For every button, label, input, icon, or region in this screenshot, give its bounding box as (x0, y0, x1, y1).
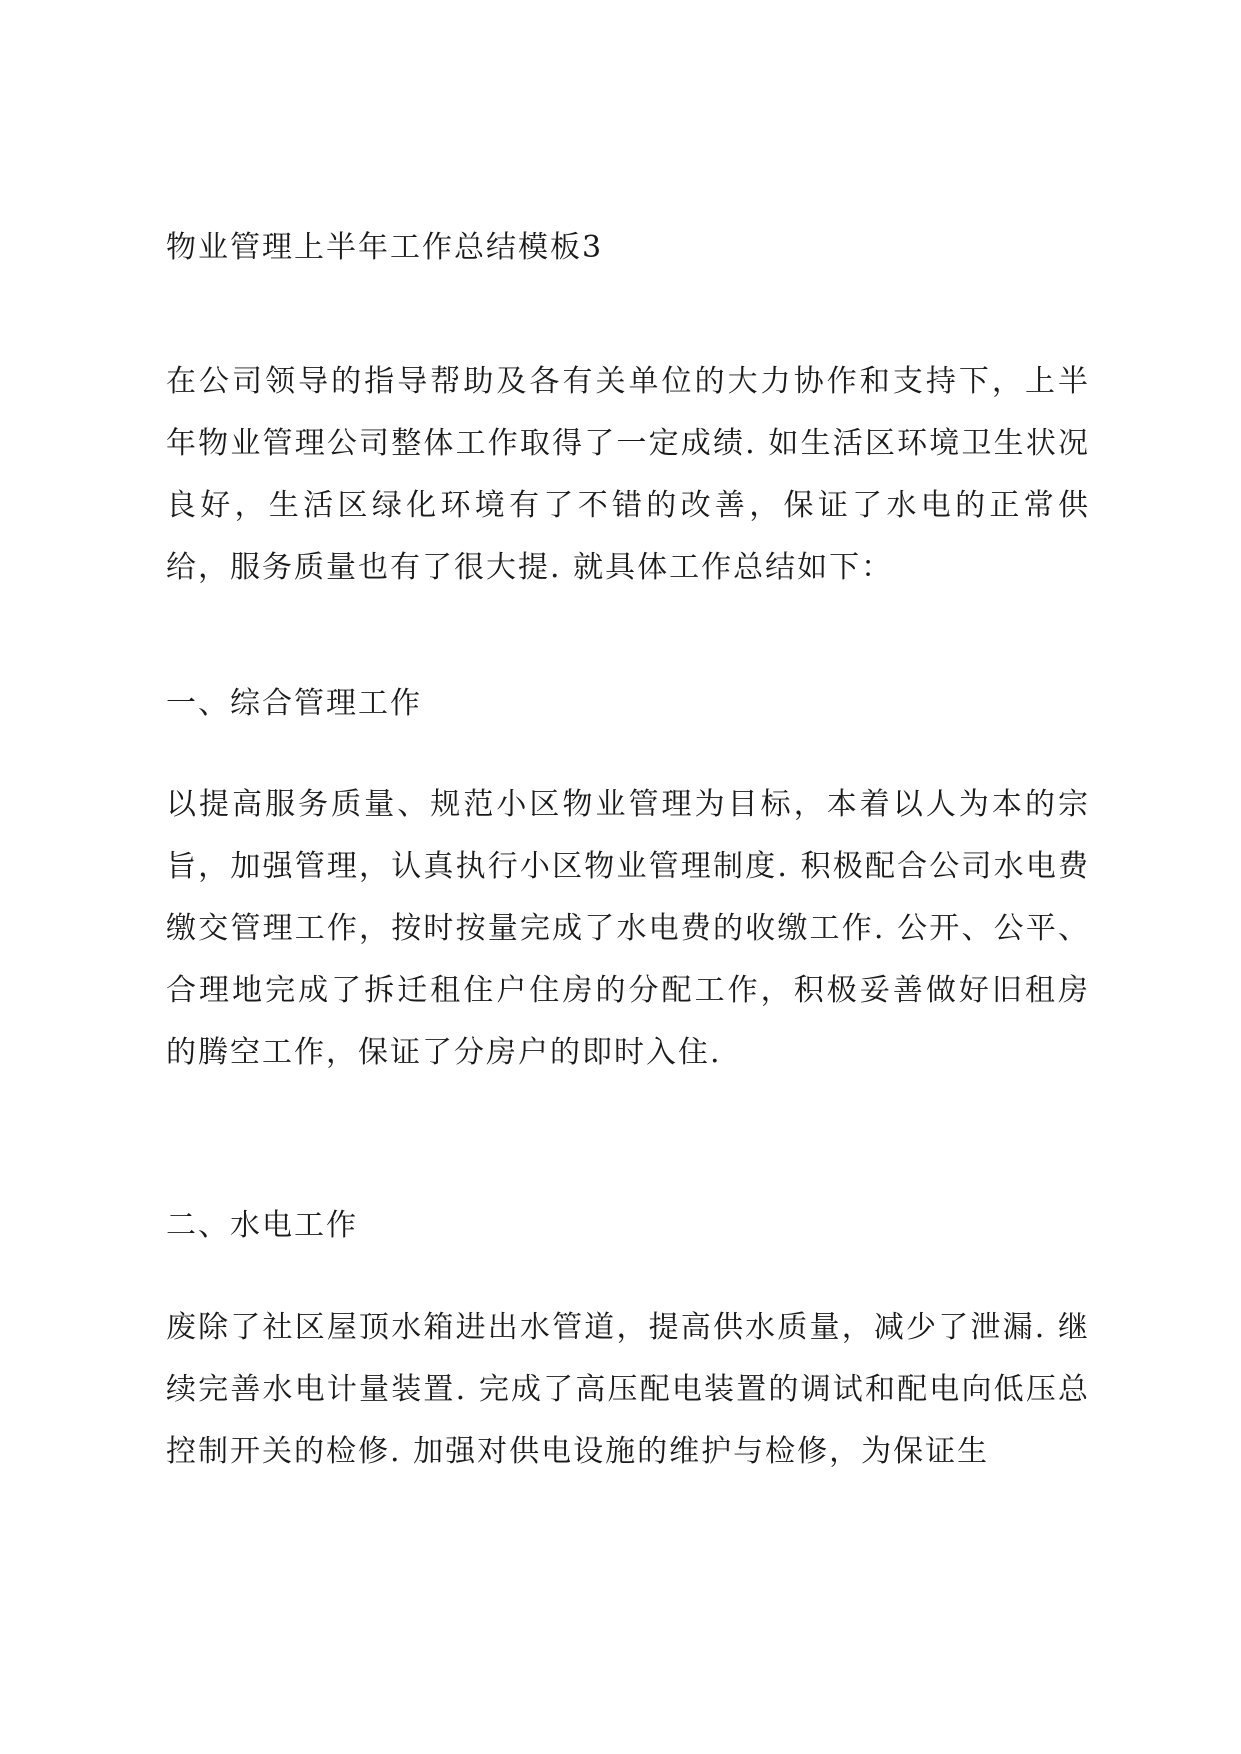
document-title: 物业管理上半年工作总结模板3 (166, 230, 604, 265)
section-heading-general-management: 一、综合管理工作 (166, 686, 422, 721)
intro-paragraph: 在公司领导的指导帮助及各有关单位的大力协作和支持下，上半年物业管理公司整体工作取得了一定成绩. 如生活区环境卫生状况良好，生活区绿化环境有了不错的改善，保证了水电的正常供给，服务质量也有了很大提. 就具体工作总结如下： (166, 364, 1090, 585)
section-heading-water-electricity: 二、水电工作 (166, 1208, 358, 1243)
section-body-general-management: 以提高服务质量、规范小区物业管理为目标，本着以人为本的宗旨，加强管理，认真执行小区物业管理制度. 积极配合公司水电费缴交管理工作，按时按量完成了水电费的收缴工作. 公开、公平、合理地完成了拆迁租住户住房的分配工作，积极妥善做好旧租房的腾空工作，保证了分房户的即时入住. (166, 787, 1090, 1070)
section-body-water-electricity: 废除了社区屋顶水箱进出水管道，提高供水质量，减少了泄漏. 继续完善水电计量装置. 完成了高压配电装置的调试和配电向低压总控制开关的检修. 加强对供电设施的维护与检修，为保证生 (166, 1310, 1090, 1469)
